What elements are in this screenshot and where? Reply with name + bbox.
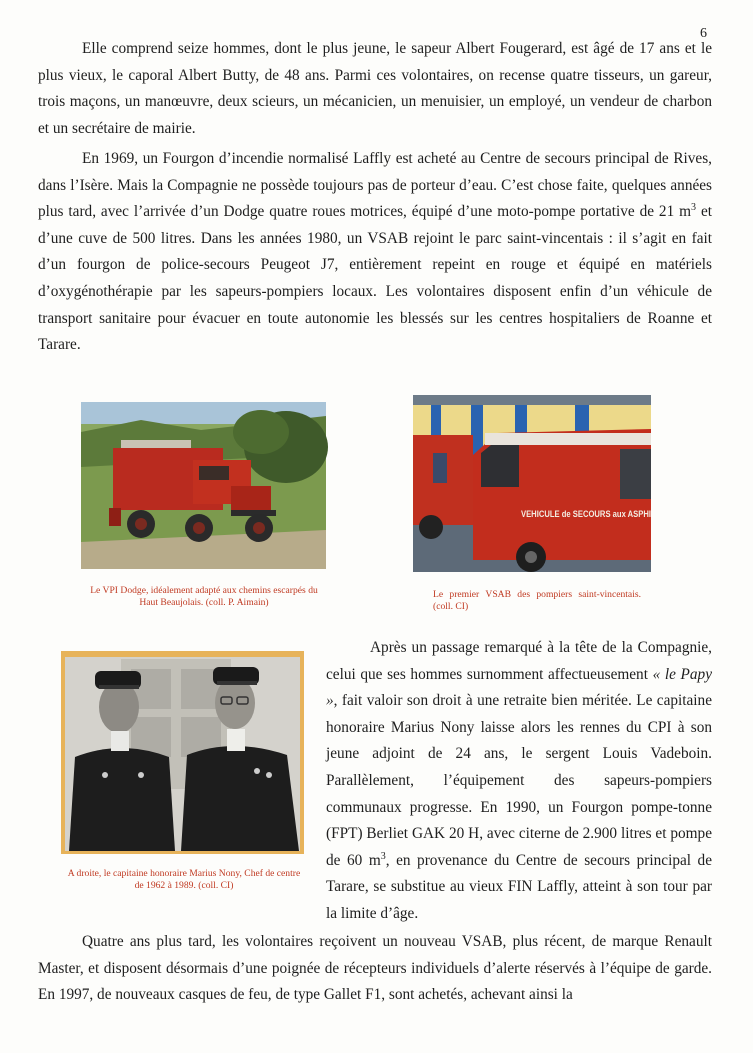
caption-nony: A droite, le capitaine honoraire Marius Nony, Chef de centre de 1962 à 1989. (coll. CI) [67,868,301,891]
caption-vsab: Le premier VSAB des pompiers saint-vincentais. (coll. CI) [433,589,641,612]
paragraph-vehicles [38,146,712,359]
paragraph-nony-retirement [326,635,712,928]
photo-firefighters-portrait [61,651,304,854]
photo-dodge-fire-truck [81,402,326,569]
nickname-le-papy: « le Papy » [326,665,712,710]
paragraph-nony-part-1: Après un passage remarqué à la tête de la Compagnie, celui que ses hommes surnomment affectueusement [326,639,712,683]
page-number: 6 [700,26,707,41]
superscript-cubic-2: 3 [380,850,386,862]
photo-vsab-van [413,395,651,572]
paragraph-vehicles-part-1: En 1969, un Fourgon d’incendie normalisé Laffly est acheté au Centre de secours principal de Rives, dans l’Isère. Mais la Compagnie ne possède toujours pas de porteur d’eau. C’est chose faite, quelques années plus tard, avec l’arrivée d’un Dodge quatre roues motrices, équipé d’une moto-pompe portative de 21 m [38,150,712,221]
van-lettering: VEHICULE de SECOURS aux ASPHI [521,509,651,520]
superscript-cubic: 3 [691,202,697,214]
caption-dodge: Le VPI Dodge, idéalement adapté aux chemins escarpés du Haut Beaujolais. (coll. P. Aimain) [90,585,318,608]
paragraph-composition: Elle comprend seize hommes, dont le plus jeune, le sapeur Albert Fougerard, est âgé de 17 ans et le plus vieux, le caporal Albert Butty, de 48 ans. Parmi ces volontaires, on recense quatre tisseurs, un gareur, trois maçons, un manœuvre, deux scieurs, un mécanicien, un menuisier, un employé, un vendeur de charbon et un secrétaire de mairie. [38,40,712,137]
paragraph-nony-part-3: , en provenance du Centre de secours principal de Tarare, se substitue au vieux FIN Laffly, atteint à son tour par la limite d’âge. [326,851,712,922]
paragraph-new-equipment: Quatre ans plus tard, les volontaires reçoivent un nouveau VSAB, plus récent, de marque Renault Master, et disposent désormais d’une poignée de récepteurs individuels d’alerte réservés à l’équipe de garde. En 1997, de nouveaux casques de feu, de type Gallet F1, sont achetés, achevant ainsi la [38,933,712,1004]
paragraph-vehicles-part-2: et d’une cuve de 500 litres. Dans les années 1980, un VSAB rejoint le parc saint-vincentais : il s’agit en fait d’un fourgon de police-secours Peugeot J7, entièrement repeint en rouge et équipé en matériels d’oxygénothérapie par les sapeurs-pompiers locaux. Les volontaires disposent enfin d’un véhicule de transport sanitaire pour évacuer en toute autonomie les blessés sur les centres hospitaliers de Roanne et Tarare. [38,203,712,354]
paragraph-nony-part-2: , fait valoir son droit à une retraite bien méritée. Le capitaine honoraire Marius Nony laisse alors les rennes du CPI à son jeune adjoint de 24 ans, le sergent Louis Vadeboin. Parallèlement, l’équipement des sapeurs-pompiers communaux progresse. En 1990, un Fourgon pompe-tonne (FPT) Berliet GAK 20 H, avec citerne de 2.900 litres et pompe de 60 m [326,692,712,869]
